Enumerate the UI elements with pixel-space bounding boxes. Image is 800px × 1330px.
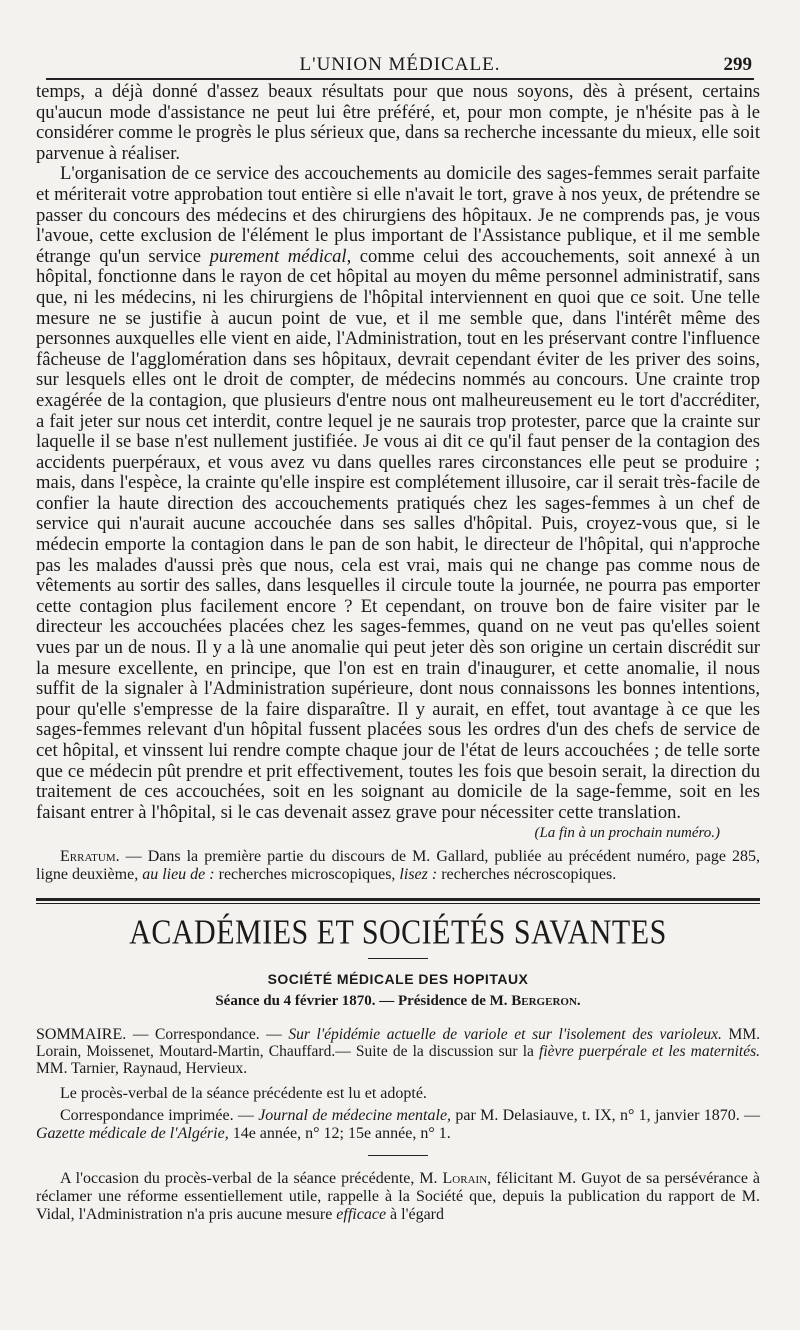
final-text-c: à l'égard [386,1205,445,1223]
article-body [36,82,760,823]
session-date: Séance du 4 février 1870. — Présidence de M. [215,993,512,1010]
final-text-a: A l'occasion du procès-verbal de la séance précédente, M. [60,1169,443,1187]
sommaire-italic-a: Sur l'épidémie actuelle de variole et sur l'isolement des varioleux. [288,1025,722,1043]
corr-text-b: par M. Delasiauve, t. IX, n° 1, janvier 1870. — [451,1106,761,1124]
erratum-text-c: recherches nécroscopiques. [437,866,617,884]
session-end: . [576,993,581,1010]
final-text-b: , félicitant M. Guyot de sa persévérance à réclamer une réforme essentiellement utile, rappelle à la Société que, depuis la publication du rapport de M. Vidal, l'Administration n'a pris aucune mesure [36,1169,761,1223]
short-divider-2 [368,1155,428,1156]
short-divider [368,958,428,959]
sommaire [36,1026,760,1077]
erratum-text-b: recherches microscopiques, [214,866,400,884]
final-lorain: Lorain [442,1169,488,1187]
corr-text-c: 14e année, n° 12; 15e année, n° 1. [228,1124,451,1142]
paragraph-2 [36,164,760,823]
erratum-au-lieu: au lieu de : [142,866,215,884]
paragraph-2-part-b: , comme celui des accouchements, soit annexé à un hôpital, fonctionne dans le rayon de cet hôpital au moyen du même personnel administratif, sans que, ni les médecins, ni les chirurgiens de l'hôpital interviennent en quoi que ce soit. Une telle mesure ne se justifie à aucun point de vue, et il me semble que, dans l'intérêt même des personnes auxquelles elle vient en aide, l'Administration, tout en les préservant contre l'influence fâcheuse de l'agglomération dans ses hôpitaux, devrait cependant éviter de les priver des soins, sur lesquels elles ont le droit de compter, de médecins nommés au concours. Une crainte trop exagérée de la contagion, que plusieurs d'entre nous ont malheureusement eu le tort d'accréditer, a fait jeter sur nous cet interdit, contre lequel je ne saurais trop protester, parce que la crainte sur laquelle il se base n'est nullement justifiée. Je vous ai dit ce qu'il faut penser de la contagion des accidents puerpéraux, et vous avez vu dans quelles rares circonstances elle peut se produire ; mais, dans l'espèce, la crainte qu'elle inspire est complétement illusoire, car il serait très-facile de confier la haute direction des accouchements pratiqués chez les sages-femmes à un chef de service qui n'aurait aucune accouchée dans ses salles d'hôpital. Puis, croyez-vous que, si le médecin emporte la contagion dans le pan de son habit, le directeur de l'hôpital, qui n'approche pas les malades d'aussi près que nous, cela est vrai, mais qui ne change pas comme nous de vêtements au sortir des salles, dans lesquelles il circule toute la journée, ne pourra pas emporter cette contagion plus facilement encore ? Et cependant, on trouve bon de faire visiter par le directeur les accouchées placées chez les sages-femmes, quand on ne veut pas qu'elles soient vues par un de nous. Il y a là une anomalie qui peut jeter dès son origine un certain discrédit sur la mesure excellente, en principe, que l'on est en train d'inaugurer, et cette anomalie, il nous suffit de la signaler à l'Administration supérieure, dont nous connaissons les bonnes intentions, pour qu'elle s'empresse de la faire disparaître. Il y aurait, en effet, tout avantage à ce que les sages-femmes relevant d'un hôpital fussent placées sous les ordres d'un des chefs de service de cet hôpital, et vinssent lui rendre compte chaque jour de l'état de leurs accouchées ; de telle sorte que ce médecin pût prendre et prit effectivement, toutes les fois que besoin serait, la direction du traitement de ces accouchées, soit en les soignant au domicile de la sage-femme, soit en les faisant entrer à l'hôpital, si le cas devenait assez grave pour nécessiter cette translation. [36,245,761,823]
session-heading [36,993,760,1010]
corr-italic-b: Gazette médicale de l'Algérie, [36,1124,229,1142]
to-be-continued-note: (La fin à un prochain numéro.) [534,825,720,842]
final-italic: efficace [336,1205,387,1223]
proces-verbal: Le procès-verbal de la séance précédente est lu et adopté. [60,1084,427,1102]
paragraph-2-part-a: L'organisation de ce service des accouchements au domicile des sages-femmes serait parfaite et mériterait votre approbation tout entière si elle n'avait le tort, grave à nos yeux, de prétendre se passer du concours des médecins et des chirurgiens des hôpitaux. Je ne comprends pas, je vous l'avoue, cette exclusion de l'élément le plus important de l'Assistance publique, et il me semble étrange qu'un service [36,163,760,267]
erratum-text-a: — Dans la première partie du discours de M. Gallard, publiée au précédent numéro, page 285, ligne deuxième, [36,848,760,884]
sommaire-label: SOMMAIRE. [36,1025,127,1043]
erratum [36,848,760,884]
section-divider [36,898,760,904]
sommaire-italic-b: fièvre puerpérale et les maternités. [539,1042,760,1060]
corr-text-a: Correspondance imprimée. — [60,1106,259,1124]
erratum-label: Erratum. [60,848,120,866]
session-president: Bergeron [511,993,577,1010]
sommaire-text-a: — Correspondance. — [126,1025,289,1043]
corr-italic-a: Journal de médecine mentale, [258,1106,452,1124]
sommaire-text-c: MM. Tarnier, Raynaud, Hervieux. [36,1059,248,1077]
paragraph-1: temps, a déjà donné d'assez beaux résultats pour que nous soyons, dès à présent, certains qu'aucun mode d'assistance ne peut lui être préféré, et, pour mon compte, je n'hésite pas à le considérer comme le progrès le plus sérieux que, dans sa recherche incessante du mieux, elle soit parvenue à réaliser. [36,81,760,164]
final-paragraph [36,1170,760,1224]
society-heading: SOCIÉTÉ MÉDICALE DES HOPITAUX [267,971,529,988]
erratum-lisez: lisez : [399,866,438,884]
paragraph-2-italic: purement médical [209,245,347,267]
correspondance [36,1107,760,1143]
page-header [46,0,754,80]
page-number: 299 [723,54,752,75]
section-title: ACADÉMIES ET SOCIÉTÉS SAVANTES [129,913,667,952]
sommaire-text-b: MM. Lorain, Moissenet, Moutard-Martin, Chauffard.— Suite de la discussion sur la [36,1025,760,1060]
running-title: L'UNION MÉDICALE. [299,54,501,75]
